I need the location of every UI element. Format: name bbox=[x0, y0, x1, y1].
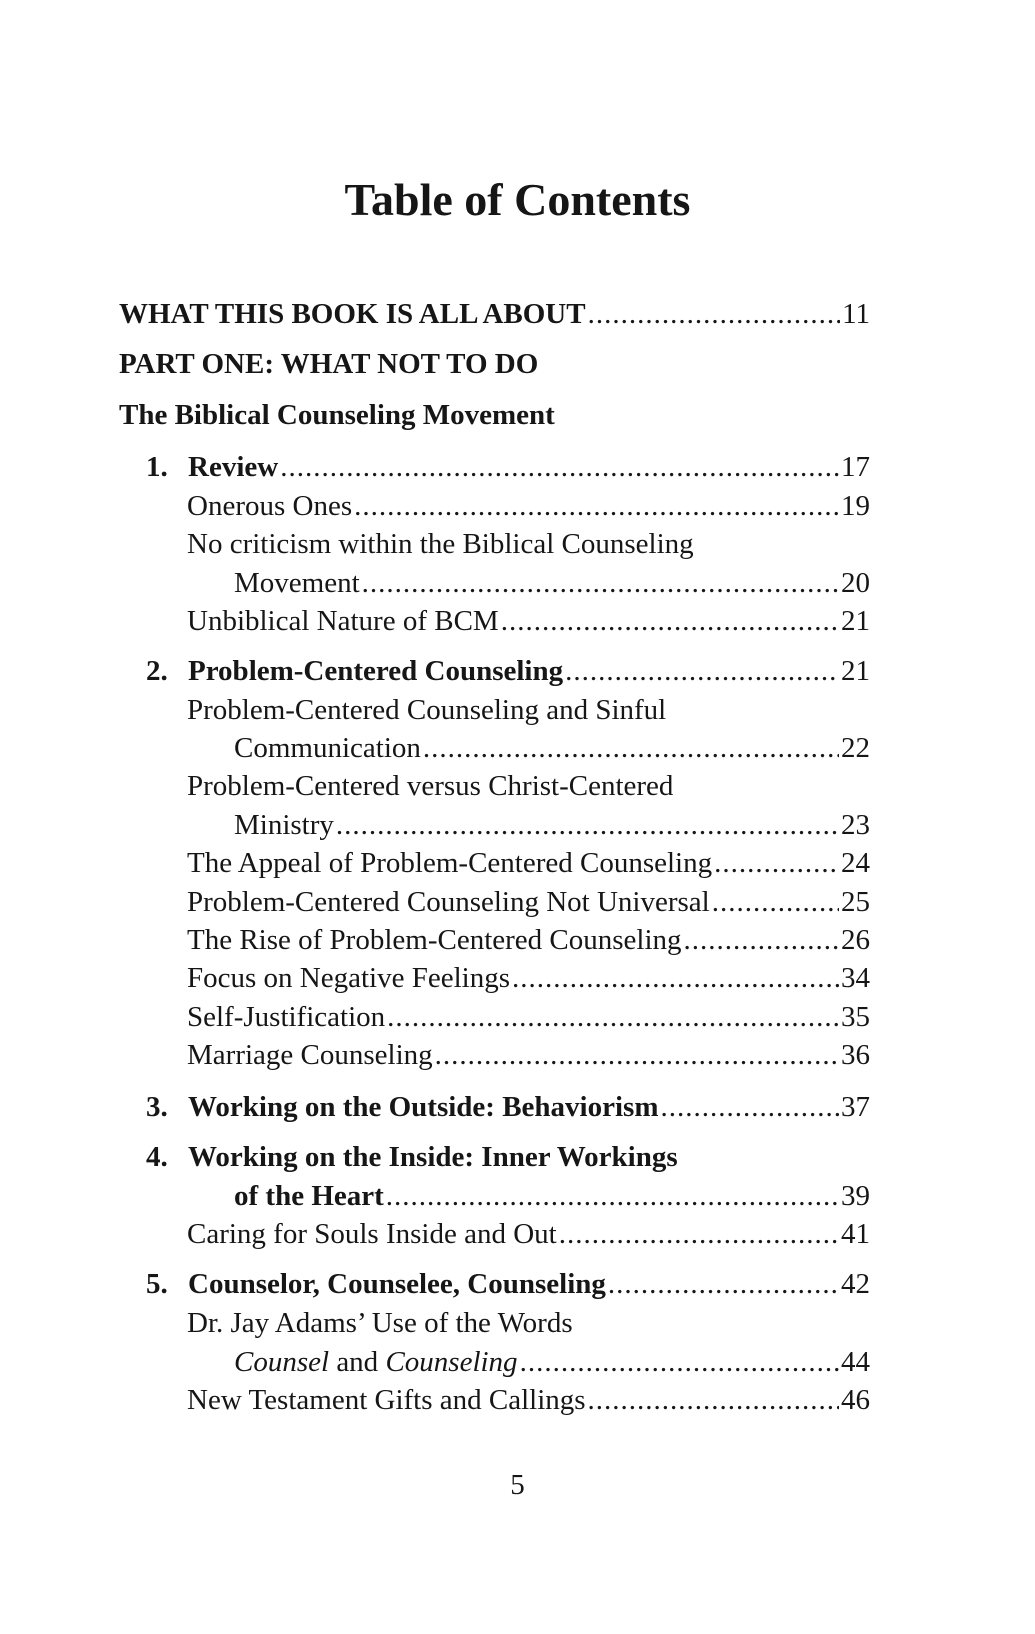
entry-title: New Testament Gifts and Callings bbox=[187, 1384, 586, 1416]
entry-page-number: 36 bbox=[841, 1039, 870, 1071]
entry-page-number: 24 bbox=[841, 847, 870, 879]
toc-entry bbox=[187, 844, 870, 882]
entry-title: Movement bbox=[234, 567, 360, 599]
entry-title: Working on the Outside: Behaviorism bbox=[188, 1091, 659, 1123]
entry-page-number: 39 bbox=[841, 1180, 870, 1212]
entry-title: Marriage Counseling bbox=[187, 1039, 433, 1071]
entry-title: Problem-Centered Counseling Not Universal bbox=[187, 886, 710, 918]
toc-entry bbox=[187, 921, 870, 959]
entry-title: Problem-Centered Counseling bbox=[188, 655, 564, 687]
toc-entry bbox=[187, 998, 870, 1036]
entry-page-number: 44 bbox=[841, 1346, 870, 1378]
dot-leader bbox=[520, 1343, 839, 1381]
dot-leader bbox=[588, 295, 840, 333]
toc-entry bbox=[146, 448, 870, 486]
entry-page-number: 17 bbox=[841, 451, 870, 483]
dot-leader bbox=[512, 959, 839, 997]
entry-title: Focus on Negative Feelings bbox=[187, 962, 510, 994]
entry-page-number: 20 bbox=[841, 567, 870, 599]
entry-title: Counselor, Counselee, Counseling bbox=[188, 1268, 606, 1300]
toc-entry bbox=[146, 1138, 678, 1176]
toc-entry bbox=[234, 729, 870, 767]
entry-page-number: 21 bbox=[841, 655, 870, 687]
chapter-number: 4. bbox=[146, 1141, 168, 1173]
toc-entry bbox=[187, 602, 870, 640]
entry-page-number: 21 bbox=[841, 605, 870, 637]
entry-title: The Rise of Problem-Centered Counseling bbox=[187, 924, 682, 956]
dot-leader bbox=[354, 487, 839, 525]
entry-title: The Biblical Counseling Movement bbox=[119, 399, 555, 431]
toc-entry bbox=[146, 652, 870, 690]
entry-title: Review bbox=[188, 451, 279, 483]
chapter-number: 3. bbox=[146, 1091, 168, 1123]
entry-title: Problem-Centered Counseling and Sinful bbox=[187, 694, 667, 726]
entry-title: The Appeal of Problem-Centered Counseling bbox=[187, 847, 713, 879]
toc-entry bbox=[146, 1088, 870, 1126]
entry-page-number: 34 bbox=[841, 962, 870, 994]
chapter-number: 5. bbox=[146, 1268, 168, 1300]
entry-title-part: Counseling bbox=[385, 1346, 518, 1378]
toc-entry bbox=[234, 1177, 870, 1215]
toc-entry bbox=[187, 959, 870, 997]
toc-entry bbox=[187, 691, 666, 729]
entry-title bbox=[234, 1343, 518, 1381]
entry-page-number: 19 bbox=[841, 490, 870, 522]
dot-leader bbox=[387, 998, 839, 1036]
entry-page-number: 11 bbox=[842, 298, 870, 330]
toc-entry bbox=[187, 1381, 870, 1419]
entry-title: Unbiblical Nature of BCM bbox=[187, 605, 499, 637]
entry-title: of the Heart bbox=[234, 1180, 384, 1212]
dot-leader bbox=[661, 1088, 840, 1126]
entry-page-number: 41 bbox=[841, 1218, 870, 1250]
toc-entry bbox=[187, 767, 673, 805]
entry-title: Caring for Souls Inside and Out bbox=[187, 1218, 557, 1250]
dot-leader bbox=[588, 1381, 839, 1419]
entry-title: Ministry bbox=[234, 809, 334, 841]
entry-page-number: 42 bbox=[841, 1268, 870, 1300]
entry-page-number: 23 bbox=[841, 809, 870, 841]
dot-leader bbox=[386, 1177, 839, 1215]
entry-title: Dr. Jay Adams’ Use of the Words bbox=[187, 1307, 573, 1339]
entry-title-part: Counsel bbox=[234, 1346, 330, 1378]
toc-entry bbox=[187, 1036, 870, 1074]
toc-entry bbox=[187, 883, 870, 921]
toc-entry bbox=[119, 345, 538, 383]
toc-entry bbox=[234, 806, 870, 844]
entry-page-number: 35 bbox=[841, 1001, 870, 1033]
toc-entry bbox=[119, 396, 555, 434]
entry-page-number: 46 bbox=[841, 1384, 870, 1416]
entry-title: Self-Justification bbox=[187, 1001, 386, 1033]
toc-entry bbox=[146, 1265, 870, 1303]
toc-entry bbox=[187, 487, 870, 525]
entry-title: Onerous Ones bbox=[187, 490, 353, 522]
dot-leader bbox=[684, 921, 839, 959]
entry-title: Problem-Centered versus Christ-Centered bbox=[187, 770, 674, 802]
dot-leader bbox=[336, 806, 839, 844]
chapter-number: 2. bbox=[146, 655, 168, 687]
entry-title-part: and bbox=[329, 1346, 386, 1378]
toc-entry bbox=[234, 1343, 870, 1381]
dot-leader bbox=[501, 602, 839, 640]
entry-page-number: 25 bbox=[841, 886, 870, 918]
toc-entry bbox=[187, 525, 694, 563]
entry-title: Communication bbox=[234, 732, 421, 764]
dot-leader bbox=[362, 564, 839, 602]
page-title: Table of Contents bbox=[344, 174, 691, 225]
dot-leader bbox=[712, 883, 839, 921]
dot-leader bbox=[435, 1036, 839, 1074]
entry-title: PART ONE: WHAT NOT TO DO bbox=[119, 348, 539, 380]
toc-entry bbox=[119, 295, 870, 333]
dot-leader bbox=[423, 729, 839, 767]
entry-page-number: 22 bbox=[841, 732, 870, 764]
dot-leader bbox=[608, 1265, 839, 1303]
entry-page-number: 37 bbox=[841, 1091, 870, 1123]
chapter-number: 1. bbox=[146, 451, 168, 483]
dot-leader bbox=[714, 844, 839, 882]
entry-title: No criticism within the Biblical Counseling bbox=[187, 528, 694, 560]
toc-entry bbox=[187, 1215, 870, 1253]
entry-title: WHAT THIS BOOK IS ALL ABOUT bbox=[119, 298, 586, 330]
dot-leader bbox=[280, 448, 839, 486]
entry-title: Working on the Inside: Inner Workings bbox=[188, 1141, 678, 1173]
toc-entry bbox=[187, 1304, 573, 1342]
entry-page-number: 26 bbox=[841, 924, 870, 956]
toc-entry bbox=[234, 564, 870, 602]
dot-leader bbox=[565, 652, 839, 690]
page-number: 5 bbox=[510, 1469, 525, 1501]
dot-leader bbox=[559, 1215, 839, 1253]
